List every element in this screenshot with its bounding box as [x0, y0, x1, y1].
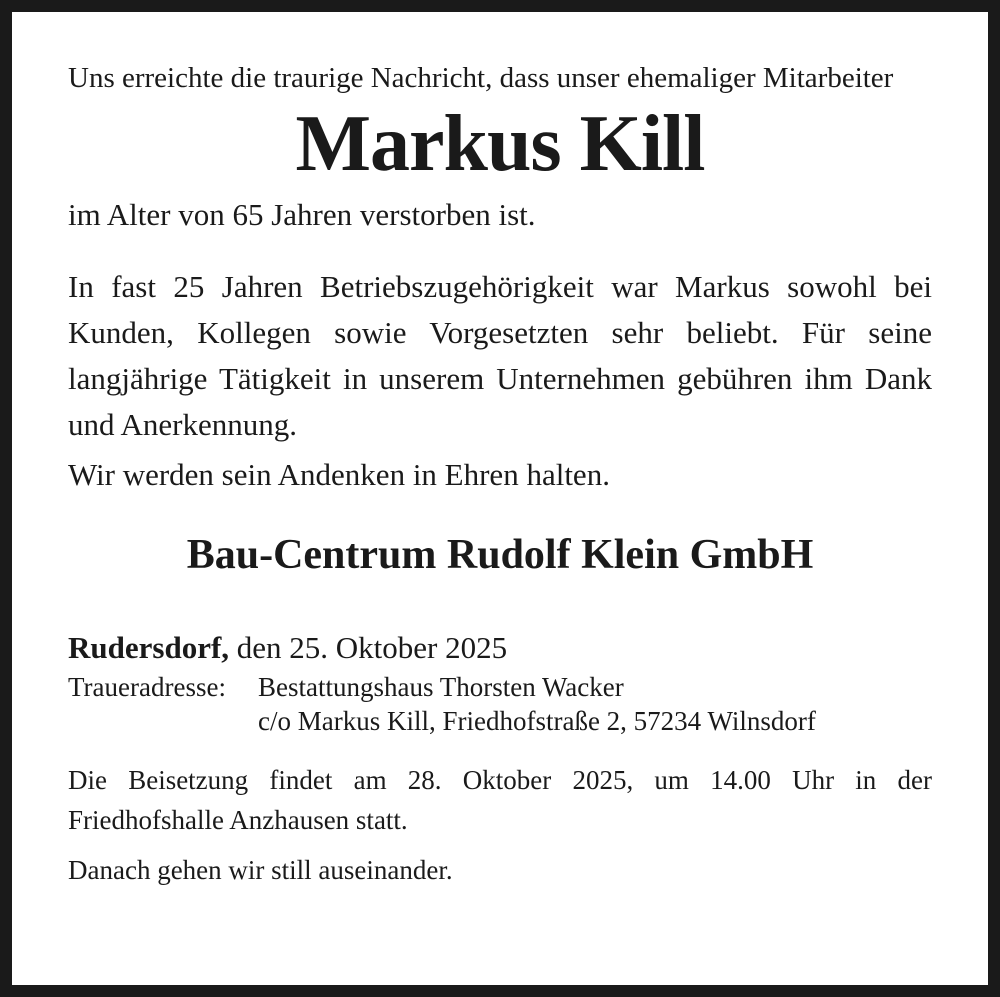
- honor-text: Wir werden sein Andenken in Ehren halten.: [68, 457, 610, 492]
- address-line-1: Bestattungshaus Thorsten Wacker: [258, 672, 624, 702]
- place-text: Rudersdorf,: [68, 630, 230, 665]
- deceased-name: Markus Kill: [295, 100, 705, 188]
- address-line-2: c/o Markus Kill, Friedhofstraße 2, 57234 Wilnsdorf: [258, 706, 816, 736]
- company-name: Bau-Centrum Rudolf Klein GmbH: [186, 532, 814, 578]
- mourning-address: [68, 670, 932, 738]
- address-label-spacer: [68, 704, 258, 738]
- intro-text: Uns erreichte die traurige Nachricht, dass unser ehemaliger Mitarbeiter: [68, 62, 894, 94]
- notice-content: [68, 58, 932, 890]
- place-date: [68, 628, 932, 668]
- funeral-text: Die Beisetzung findet am 28. Oktober 2025, um 14.00 Uhr in der Friedhofshalle Anzhausen statt.: [68, 765, 932, 835]
- service-text: In fast 25 Jahren Betriebszugehörigkeit war Markus sowohl bei Kunden, Kollegen sowie Vorgesetzten sehr beliebt. Für seine langjährige Tätigkeit in unserem Unternehmen gebühren ihm Dank und Anerkennung.: [68, 269, 932, 442]
- date-text: den 25. Oktober 2025: [229, 630, 508, 665]
- age-text: im Alter von 65 Jahren verstorben ist.: [68, 197, 536, 232]
- address-row-2: [68, 704, 932, 738]
- address-row-1: [68, 670, 932, 704]
- address-label: Traueradresse:: [68, 672, 226, 702]
- closing-text: Danach gehen wir still auseinander.: [68, 855, 453, 885]
